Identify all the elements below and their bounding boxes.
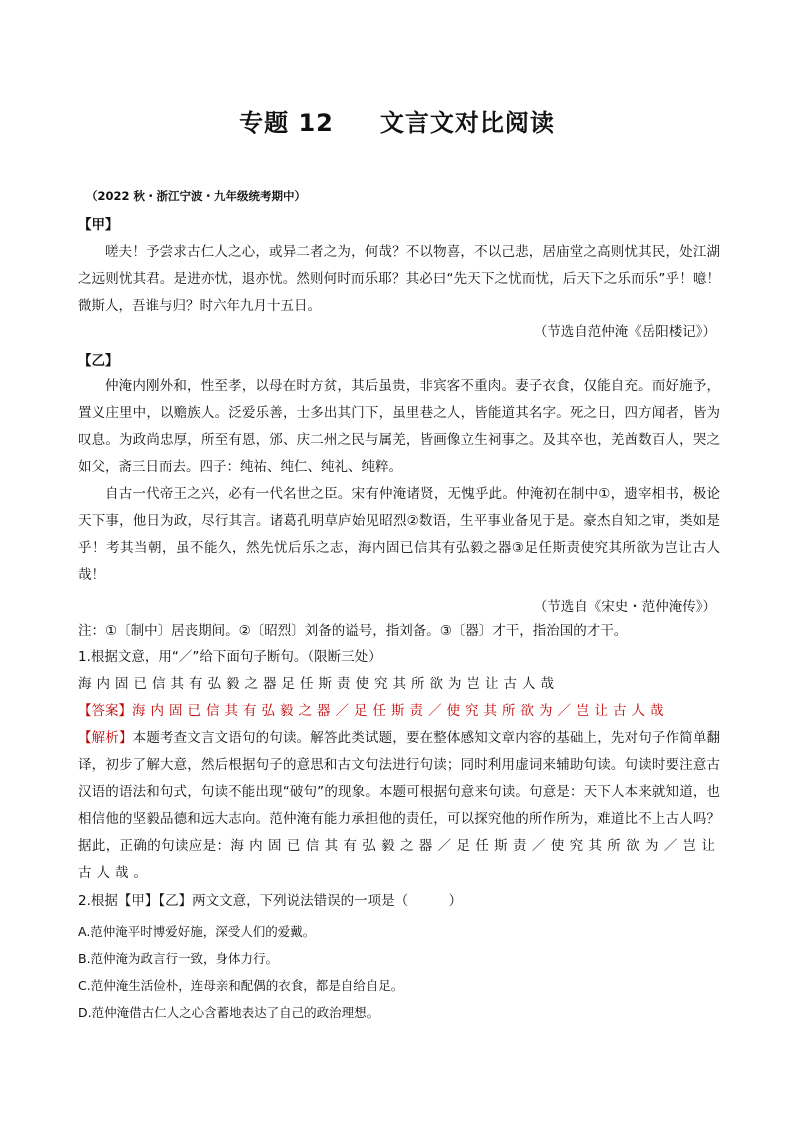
- passage-yi-paragraph-2: 自古一代帝王之兴，必有一代名世之臣。宋有仲淹诸贤，无愧乎此。仲淹初在制中①，遗宰相书，极论天下事，他日为政，尽行其言。诸葛孔明草庐始见昭烈②数语，生平事业备见于是。豪杰自知之审，类如是乎！考其当朝，虽不能久，然先忧后乐之志，海内固已信其有弘毅之器③足任斯责使究其所欲为岂让古人哉！: [78, 486, 720, 583]
- option-b: B.范仲淹为政言行一致，身体力行。: [78, 951, 279, 966]
- answer-tag: 【答案】: [78, 703, 132, 719]
- analysis-tag: 【解析】: [78, 730, 133, 746]
- passage-jia-text: 嗟夫！予尝求古仁人之心，或异二者之为，何哉？不以物喜，不以己悲，居庙堂之高则忧其民，处江湖之远则忧其君。是进亦忧，退亦忧。然则何时而乐耶？其必曰“先天下之忧而忧，后天下之乐而乐”乎！噫！微斯人，吾谁与归？时六年九月十五日。: [78, 244, 720, 314]
- question-1-analysis: [78, 725, 720, 887]
- passage-yi-citation: （节选自《宋史・范仲淹传》）: [533, 599, 716, 615]
- title-part-1: 专题 12: [239, 109, 334, 137]
- exam-source: （2022 秋・浙江宁波・九年级统考期中）: [86, 189, 307, 203]
- option-a: A.范仲淹平时博爱好施，深受人们的爱戴。: [78, 924, 316, 939]
- analysis-text: 本题考查文言文语句的句读。解答此类试题，要在整体感知文章内容的基础上，先对句子作简单翻译，初步了解大意，然后根据句子的意思和古文句法进行句读；同时利用虚词来辅助句读。句读时要注意古汉语的语法和句式，句读不能出现“破句”的现象。本题可根据句意来句读。句意是：天下人本来就知道，也相信他的坚毅品德和远大志向。范仲淹有能力承担他的责任，可以探究他的所作所为，难道比不上古人吗？据此，正确的句读应是：: [78, 730, 721, 854]
- question-2: 2.根据【甲】【乙】两文文意，下列说法错误的一项是（ ）: [78, 893, 463, 909]
- passage-yi-paragraph-1: 仲淹内刚外和，性至孝，以母在时方贫，其后虽贵，非宾客不重肉。妻子衣食，仅能自充。而好施予，置义庄里中，以赡族人。泛爱乐善，士多出其门下，虽里巷之人，皆能道其名字。死之日，四方闻者，皆为叹息。为政尚忠厚，所至有恩，邠、庆二州之民与属羌，皆画像立生祠事之。及其卒也，羌酋数百人，哭之如父，斋三日而去。四子：纯祐、纯仁、纯礼、纯粹。: [78, 378, 720, 475]
- footnotes: 注：①〔制中〕居丧期间。②〔昭烈〕刘备的谥号，指刘备。③〔器〕才干，指治国的才干。: [78, 623, 628, 639]
- passage-jia-label: 【甲】: [78, 217, 119, 233]
- title-part-2: 文言文对比阅读: [379, 109, 555, 137]
- question-1: 1.根据文意，用“／”给下面句子断句。（限断三处）: [78, 649, 382, 665]
- question-1-sentence: 海内固已信其有弘毅之器足任斯责使究其所欲为岂让古人哉: [78, 676, 559, 692]
- analysis-answer: 海内固已信其有弘毅之器／足任斯责／使究其所欲为／岂让古人哉。: [78, 838, 721, 881]
- page-title: [0, 103, 794, 138]
- passage-yi-label: 【乙】: [78, 353, 119, 369]
- option-c: C.范仲淹生活俭朴，连母亲和配偶的衣食，都是自给自足。: [78, 978, 404, 993]
- option-d: D.范仲淹借古仁人之心含蓄地表达了自己的政治理想。: [78, 1005, 380, 1020]
- question-1-answer: [78, 698, 720, 725]
- passage-jia-citation: （节选自范仲淹《岳阳楼记》）: [533, 324, 716, 340]
- answer-text: 海内固已信其有弘毅之器／足任斯责／使究其所欲为／岂让古人哉: [132, 703, 669, 719]
